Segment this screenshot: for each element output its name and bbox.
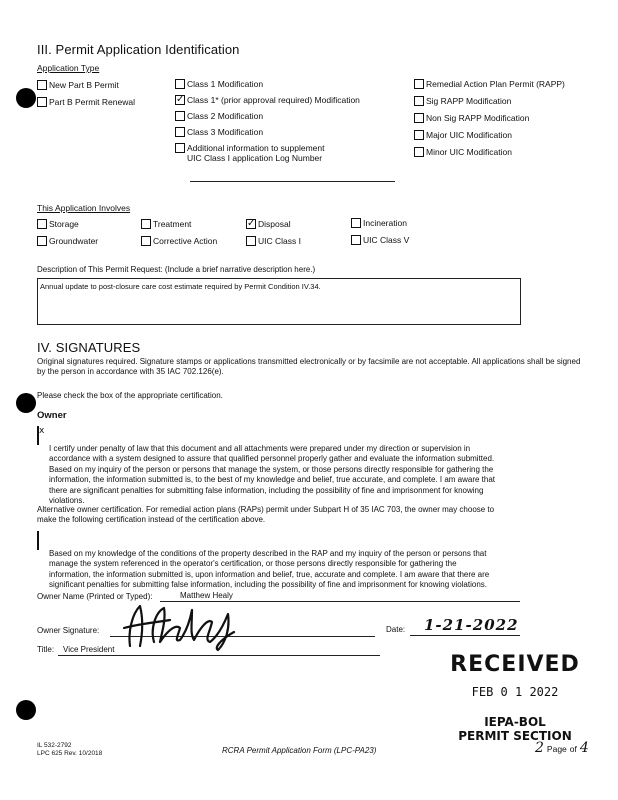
page-label: Page [546, 744, 567, 754]
date-value: 1-21-2022 [424, 616, 519, 634]
cert2-line: information, the information submitted is, upon information and belief, true, accurate and complete. I am aware that there are [49, 569, 490, 579]
stamp-section: PERMIT SECTION [458, 729, 572, 743]
checkbox-sig-rapp[interactable]: Sig RAPP Modification [414, 96, 511, 106]
application-type-label: Application Type [37, 63, 100, 73]
alt-line: make the following certification instead of the certification above. [37, 515, 266, 525]
punch-hole-3 [16, 700, 36, 720]
checkbox-class-3[interactable]: Class 3 Modification [175, 127, 263, 137]
checkbox-box[interactable] [37, 80, 47, 90]
stamp-agency: IEPA-BOL [484, 715, 546, 729]
cert1-line: accordance with a system designed to assure that qualified personnel properly gather and evaluate the information submitted. [49, 454, 495, 464]
checkbox-box[interactable] [37, 219, 47, 229]
cert1-line: there are significant penalties for submitting false information, including the possibility of fine and imprisonment for knowing [49, 485, 484, 495]
checkbox-corrective-action[interactable]: Corrective Action [141, 236, 217, 246]
description-value: Annual update to post-closure care cost estimate required by Permit Condition IV.34. [40, 282, 321, 291]
punch-hole-2 [16, 393, 36, 413]
checkbox-box[interactable] [141, 236, 151, 246]
footer-form-name: RCRA Permit Application Form (LPC-PA23) [222, 746, 377, 755]
description-label: Description of This Permit Request: (Include a brief narrative description here.) [37, 265, 316, 274]
form-rev: LPC 625 Rev. 10/2018 [37, 750, 103, 757]
checkbox-box-checked[interactable] [246, 219, 256, 229]
checkbox-owner-certification[interactable] [37, 426, 39, 445]
checkbox-box[interactable] [175, 79, 185, 89]
checkbox-box[interactable] [414, 147, 424, 157]
form-id: IL 532-2792 [37, 742, 72, 749]
checkbox-disposal[interactable]: ✓ Disposal [246, 219, 291, 229]
checkbox-part-b-renewal[interactable]: Part B Permit Renewal [37, 97, 135, 107]
checkbox-box[interactable] [414, 130, 424, 140]
checkbox-additional-info[interactable]: Additional information to supplement UIC Class I application Log Number [175, 143, 325, 163]
checkbox-new-part-b[interactable]: New Part B Permit [37, 80, 119, 90]
received-stamp [430, 652, 600, 743]
cert1-line: I certify under penalty of law that this document and all attachments were prepared under my direction or supervision in [49, 444, 471, 453]
checkbox-class-1-star[interactable]: ✓ Class 1* (prior approval required) Modification [175, 95, 360, 105]
page-total: 4 [579, 740, 589, 756]
cert2-line: significant penalties for submitting false information, including the possibility of fine and imprisonment for knowing violations. [49, 580, 488, 590]
owner-certification [37, 426, 592, 506]
title-line[interactable] [58, 655, 380, 656]
involves-label: This Application Involves [37, 203, 131, 213]
checkbox-box[interactable] [175, 143, 185, 153]
checkbox-uic-class-5[interactable]: UIC Class V [351, 235, 409, 245]
title-value: Vice President [63, 645, 115, 654]
signatures-intro: Original signatures required. Signature stamps or applications transmitted electronically or by facsimile are not acceptable. All applications shall be signed by the person in accordance with 35 IAC 702.126(e). [37, 357, 581, 377]
page-number: 2 [535, 740, 544, 756]
alt-line: Alternative owner certification. For remedial action plans (RAPs) permit under Subpart H of 35 IAC 703, the owner may choose to [37, 505, 495, 514]
signature-scribble [118, 602, 248, 652]
checkbox-incineration[interactable]: Incineration [351, 218, 407, 228]
title-label: Title: [37, 645, 55, 654]
certification-instruction: Please check the box of the appropriate certification. [37, 391, 223, 400]
checkbox-box[interactable] [414, 96, 424, 106]
checkbox-class-1[interactable]: Class 1 Modification [175, 79, 263, 89]
checkbox-rapp[interactable]: Remedial Action Plan Permit (RAPP) [414, 79, 565, 89]
checkbox-box[interactable] [351, 218, 361, 228]
owner-heading: Owner [37, 410, 67, 421]
checkbox-box[interactable] [175, 111, 185, 121]
section-4-title: IV. SIGNATURES [37, 340, 141, 355]
description-textbox[interactable] [37, 278, 521, 325]
checkbox-box[interactable] [37, 97, 47, 107]
cert1-line: information, the information submitted is, to the best of my knowledge and belief, true accurate, and complete. I am aware that [49, 475, 496, 485]
cert2-line: manage the system referenced in the operator's certification, or those persons directly responsible for gathering the [49, 559, 457, 569]
footer-page [535, 740, 589, 756]
checkbox-storage[interactable]: Storage [37, 219, 79, 229]
checkbox-alternative-certification[interactable] [37, 531, 39, 550]
section-3-title: III. Permit Application Identification [37, 42, 240, 57]
date-line[interactable] [410, 635, 520, 636]
checkbox-groundwater[interactable]: Groundwater [37, 236, 98, 246]
owner-signature-label: Owner Signature: [37, 626, 100, 635]
cert1-line: violations. [49, 496, 85, 506]
cert2-line: Based on my knowledge of the conditions of the property described in the RAP and my inquiry of the person or persons that [49, 549, 487, 558]
checkbox-box[interactable] [414, 113, 424, 123]
checkbox-box[interactable] [246, 236, 256, 246]
uic-log-number-line[interactable] [190, 181, 395, 182]
checkbox-box[interactable] [37, 236, 47, 246]
date-label: Date: [386, 625, 406, 634]
stamp-date: FEB 0 1 2022 [471, 685, 559, 699]
checkbox-major-uic[interactable]: Major UIC Modification [414, 130, 512, 140]
owner-name-value: Matthew Healy [180, 591, 233, 600]
checkbox-treatment[interactable]: Treatment [141, 219, 191, 229]
alternative-certification-note [37, 505, 592, 526]
checkbox-box[interactable] [175, 127, 185, 137]
alternative-certification [37, 531, 592, 591]
checkbox-box[interactable] [351, 235, 361, 245]
checkbox-minor-uic[interactable]: Minor UIC Modification [414, 147, 512, 157]
checkbox-box[interactable] [414, 79, 424, 89]
checkbox-uic-class-1[interactable]: UIC Class I [246, 236, 301, 246]
checkbox-box-checked[interactable] [175, 95, 185, 105]
cert1-line: Based on my inquiry of the person or persons that manage the system, or those persons directly responsible for gathering the [49, 464, 494, 474]
footer-form-id [37, 742, 102, 758]
of-label: of [569, 744, 577, 754]
punch-hole-1 [16, 88, 36, 108]
checkbox-box[interactable] [141, 219, 151, 229]
checkbox-non-sig-rapp[interactable]: Non Sig RAPP Modification [414, 113, 529, 123]
checkbox-class-2[interactable]: Class 2 Modification [175, 111, 263, 121]
owner-name-label: Owner Name (Printed or Typed): [37, 592, 153, 601]
stamp-received: RECEIVED [450, 652, 580, 677]
